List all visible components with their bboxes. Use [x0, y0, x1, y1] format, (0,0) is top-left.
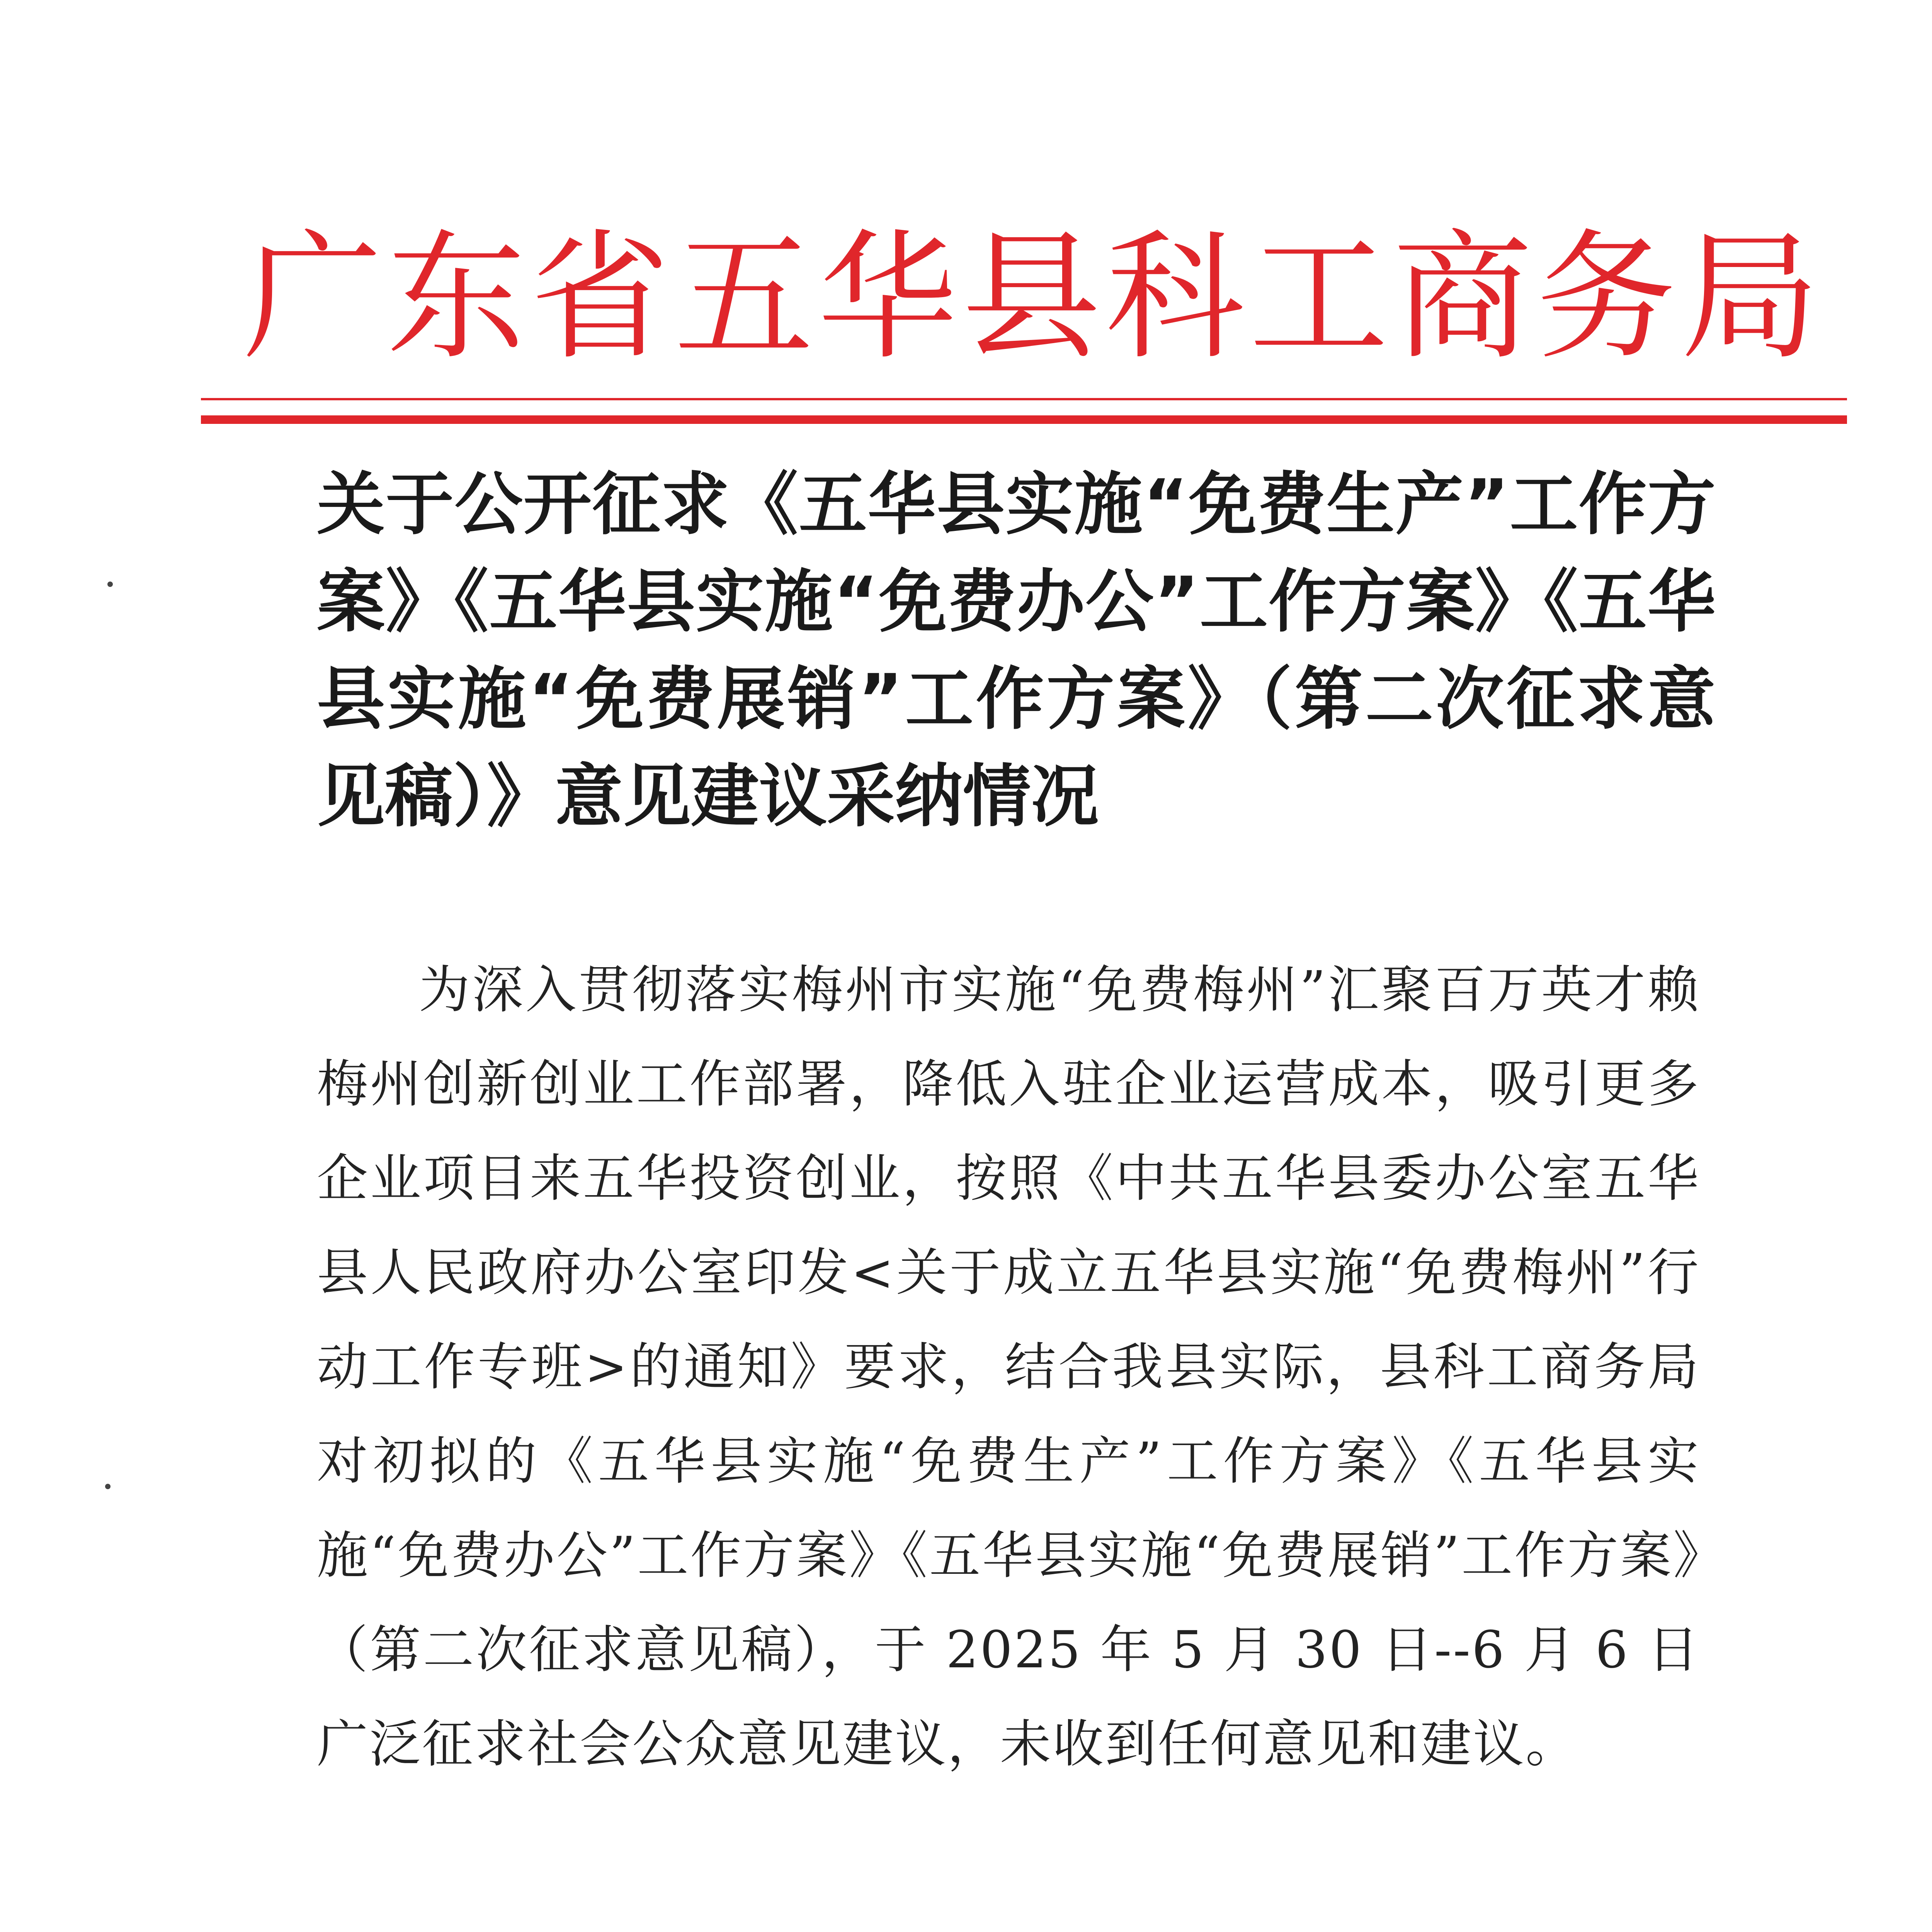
- scan-mark: [105, 1484, 111, 1489]
- letterhead-rule-thick: [201, 415, 1847, 424]
- letterhead-title: 广东省五华县科工商务局: [243, 216, 1824, 378]
- document-body: 为深入贯彻落实梅州市实施“免费梅州”汇聚百万英才赖梅州创新创业工作部署，降低入驻企业运营成本，吸引更多企业项目来五华投资创业，按照《中共五华县委办公室五华县人民政府办公室印发<关于成立五华县实施“免费梅州”行动工作专班>的通知》要求，结合我县实际，县科工商务局对初拟的《五华县实施“免费生产”工作方案》《五华县实施“免费办公”工作方案》《五华县实施“免费展销”工作方案》（第二次征求意见稿），于 2025 年 5 月 30 日--6 月 6 日广泛征求社会公众意见建议，未收到任何意见和建议。: [317, 960, 1700, 1774]
- scan-mark: [107, 582, 113, 587]
- letterhead-rule-thin: [201, 398, 1847, 400]
- document-title: 关于公开征求《五华县实施“免费生产”工作方案》《五华县实施“免费办公”工作方案》《五华县实施“免费展销”工作方案》（第二次征求意见稿）》意见建议采纳情况: [317, 465, 1716, 836]
